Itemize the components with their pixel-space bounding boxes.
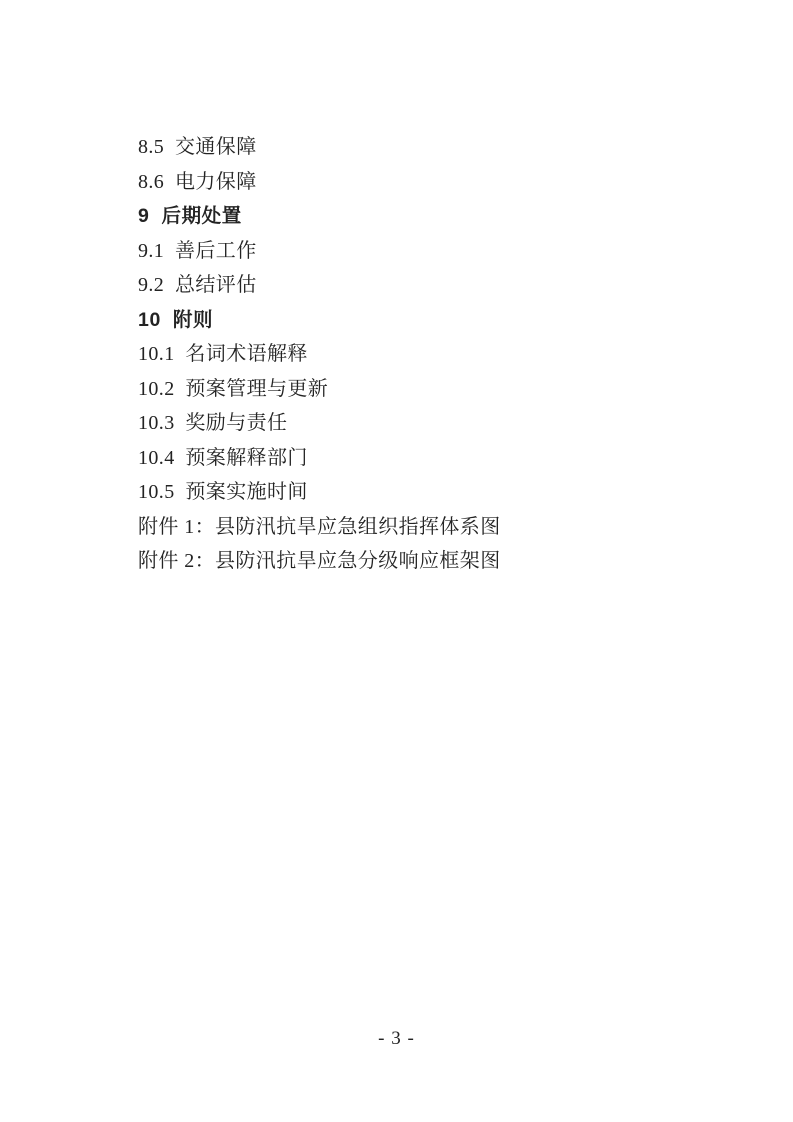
toc-entry: 10 附则 <box>138 308 214 331</box>
toc-entry: 9.1 善后工作 <box>138 239 257 262</box>
toc-entry: 10.1 名词术语解释 <box>138 343 308 365</box>
toc-entry: 8.5 交通保障 <box>138 136 257 158</box>
table-of-contents <box>138 130 668 578</box>
toc-appendix-entry: 附件 1：县防汛抗旱应急组织指挥体系图 <box>138 515 501 538</box>
toc-entry: 10.4 预案解释部门 <box>138 446 308 469</box>
toc-entry: 9.2 总结评估 <box>138 274 257 296</box>
toc-entry: 9 后期处置 <box>138 205 242 227</box>
toc-entry: 10.2 预案管理与更新 <box>138 377 329 400</box>
toc-entry: 10.3 奖励与责任 <box>138 412 288 434</box>
page-number: - 3 - <box>378 1028 415 1049</box>
toc-entry: 10.5 预案实施时间 <box>138 481 308 503</box>
toc-entry: 8.6 电力保障 <box>138 170 257 193</box>
toc-appendix-entry: 附件 2：县防汛抗旱应急分级响应框架图 <box>138 549 501 572</box>
